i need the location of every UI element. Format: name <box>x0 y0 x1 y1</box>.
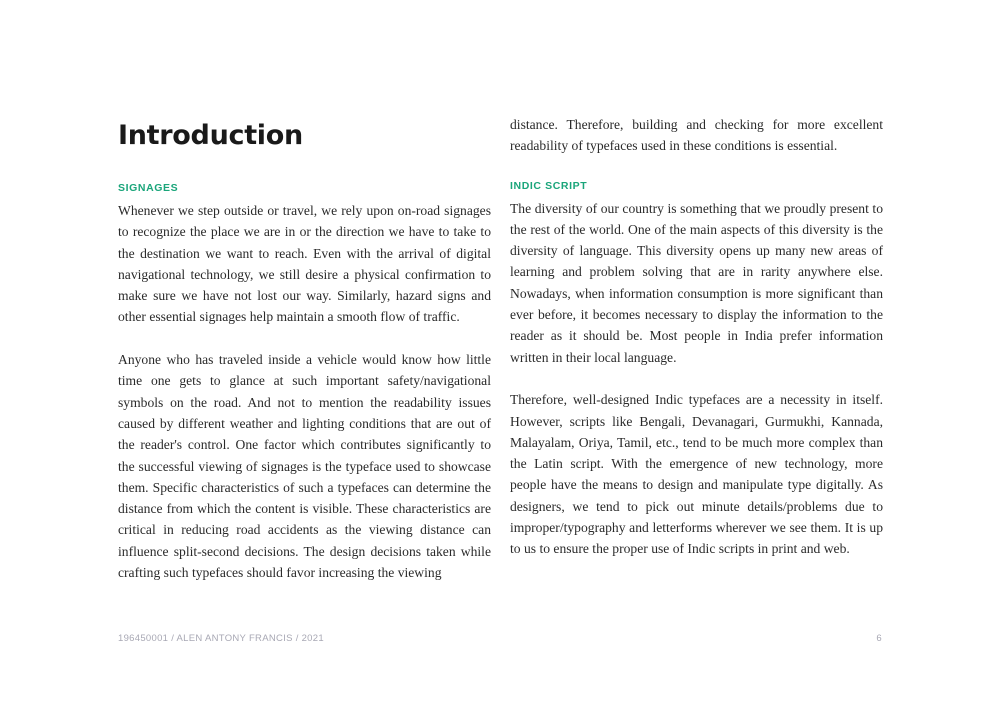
paragraph: Anyone who has traveled inside a vehicle would know how little time one gets to glance at such important safety/navigational symbols on the road. And not to mention the readability issues caused by different weather and lighting conditions that are out of the reader's control. One factor which contributes significantly to the successful viewing of signages is the typeface used to showcase them. Specific characteristics of such a typefaces can determine the distance from which the content is visible. These characteristics are critical in reducing road accidents as the viewing distance can influence split-second decisions. The design decisions taken while crafting such typefaces should favor increasing the viewing <box>118 352 491 581</box>
paragraph: The diversity of our country is something that we proudly present to the rest of the world. One of the main aspects of this diversity is the diversity of language. This diversity opens up many new areas of learning and problem solving that are in rarity anywhere else. Nowadays, when information consumption is more significant than ever before, it becomes necessary to display the information to the reader as it should be. Most people in India prefer information written in their local language. <box>510 200 883 365</box>
section-heading-indic-script: INDIC SCRIPT <box>510 179 588 192</box>
paragraph-continuation: distance. Therefore, building and checking for more excellent readability of typefaces used in these conditions is essential. <box>510 117 883 154</box>
paragraph: Whenever we step outside or travel, we rely upon on-road signages to recognize the place we are in or the direction we have to take to the destination we want to reach. Even with the arrival of digital navigational technology, we still desire a physical confirmation to make sure we have not lost our way. Similarly, hazard signs and other essential signages help maintain a smooth flow of traffic. <box>118 203 491 325</box>
page-title: Introduction <box>118 120 303 151</box>
section-heading-signages: SIGNAGES <box>118 182 179 194</box>
page-number: 6 <box>876 633 882 644</box>
paragraph: Therefore, well-designed Indic typefaces are a necessity in itself. However, scripts like Bengali, Devanagari, Gurmukhi, Kannada, Malayalam, Oriya, Tamil, etc., tend to be much more complex than the Latin script. With the emergence of new technology, more people have the means to design and manipulate type digitally. As designers, we tend to pick out minute details/problems due to improper/typography and letterforms wherever we see them. It is up to us to ensure the proper use of Indic scripts in print and web. <box>510 392 883 557</box>
left-column <box>118 180 491 605</box>
footer-credit: 196450001 / ALEN ANTONY FRANCIS / 2021 <box>118 633 324 644</box>
right-column <box>510 114 883 581</box>
